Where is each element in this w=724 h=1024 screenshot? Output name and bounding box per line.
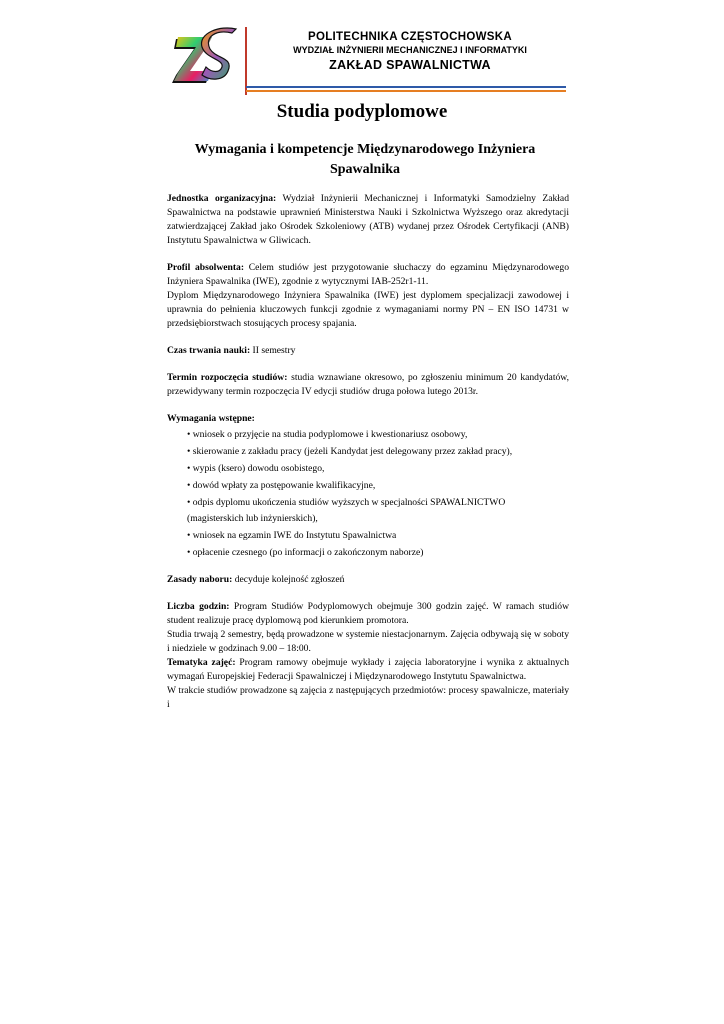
list-item: • wniosek na egzamin IWE do Instytutu Spawalnictwa [187, 530, 397, 542]
duration-label: Czas trwania nauki: [167, 345, 251, 356]
list-item: • dowód wpłaty za postępowanie kwalifikacyjne, [187, 479, 376, 491]
topics-label: Tematyka zajęć: [167, 657, 236, 669]
section-duration [167, 344, 569, 358]
page-subtitle: Wymagania i kompetencje Międzynarodowego Inżyniera Spawalnika [194, 142, 536, 177]
zs-logo [170, 27, 240, 89]
profile-text: Celem studiów jest przygotowanie słuchaczy do egzaminu Międzynarodowego Inżyniera Spawalnika (IWE), zgodnie z wytycznymi IAB-252r1-11. [167, 262, 569, 287]
section-hours [167, 600, 569, 656]
duration-text: II semestry [250, 345, 296, 356]
list-item: • wniosek o przyjęcie na studia podyplomowe i kwestionariusz osobowy, [187, 429, 468, 440]
list-item: • opłacenie czesnego (po informacji o zakończonym naborze) [187, 547, 424, 559]
department-name: ZAKŁAD SPAWALNICTWA [329, 58, 491, 72]
section-start [167, 371, 569, 399]
recruitment-label: Zasady naboru: [167, 574, 233, 586]
section-unit [167, 192, 569, 248]
section-recruitment [167, 573, 569, 587]
list-item: • wypis (ksero) dowodu osobistego, [187, 462, 325, 474]
document-body [167, 192, 569, 725]
list-item: (magisterskich lub inżynierskich), [187, 513, 318, 525]
university-name: POLITECHNIKA CZĘSTOCHOWSKA [308, 31, 512, 43]
start-text: studia wznawiane okresowo, po zgłoszeniu minimum 20 kandydatów, przewidywany termin rozpoczęcia IV edycji studiów druga połowa lutego 2013r. [167, 372, 569, 397]
topics-text-2: W trakcie studiów prowadzone są zajęcia z następujących przedmiotów: procesy spawalnicze, materiały i [167, 685, 569, 711]
section-profile [167, 261, 569, 331]
header-divider-vertical [245, 27, 247, 95]
faculty-name: WYDZIAŁ INŻYNIERII MECHANICZNEJ I INFORMATYKI [293, 45, 527, 55]
requirements-list [167, 428, 569, 560]
start-label: Termin rozpoczęcia studiów: [167, 372, 288, 383]
hours-text: Program Studiów Podyplomowych obejmuje 300 godzin zajęć. W ramach studiów student realizuje pracę dyplomową pod kierunkiem promotora. [167, 601, 569, 627]
hours-text-2: Studia trwają 2 semestry, będą prowadzone w systemie niestacjonarnym. Zajęcia odbywają się w soboty i niedziele w godzinach 9.00 – 18:00. [167, 629, 569, 655]
unit-label: Jednostka organizacyjna: [167, 193, 277, 204]
list-item: • skierowanie z zakładu pracy (jeżeli Kandydat jest delegowany przez zakład pracy), [187, 445, 513, 457]
page-title: Studia podyplomowe [276, 101, 448, 122]
hours-label: Liczba godzin: [167, 601, 230, 613]
header-rule-orange [246, 90, 566, 92]
profile-label: Profil absolwenta: [167, 262, 245, 273]
section-topics [167, 656, 569, 712]
requirements-label: Wymagania wstępne: [167, 413, 255, 424]
topics-text: Program ramowy obejmuje wykłady i zajęcia laboratoryjne i wynika z aktualnych wymagań Europejskiej Federacji Spawalniczej i Międzynarodowego Instytutu Spawalnictwa. [167, 657, 569, 683]
unit-text: Wydział Inżynierii Mechanicznej i Informatyki Samodzielny Zakład Spawalnictwa na podstawie uprawnień Ministerstwa Nauki i Szkolnictwa Wyższego oraz akredytacji zatwierdzającej Zakład jako Ośrodek Szkoleniowy (ATB) wydanej przez Ośrodek Certyfikacji (ANB) Instytutu Spawalnictwa w Gliwicach. [167, 193, 569, 246]
section-requirements [167, 412, 569, 560]
profile-text-2: Dyplom Międzynarodowego Inżyniera Spawalnika (IWE) jest dyplomem specjalizacji zawodowej i uprawnia do pełnienia kluczowych funkcji zgodnie z wymaganiami normy PN – EN ISO 14731 w przedsiębiorstwach stosujących procesy spajania. [167, 290, 569, 329]
list-item: • odpis dyplomu ukończenia studiów wyższych w specjalności SPAWALNICTWO [187, 496, 506, 508]
header-rule-blue [246, 86, 566, 88]
recruitment-text: decyduje kolejność zgłoszeń [232, 574, 345, 586]
